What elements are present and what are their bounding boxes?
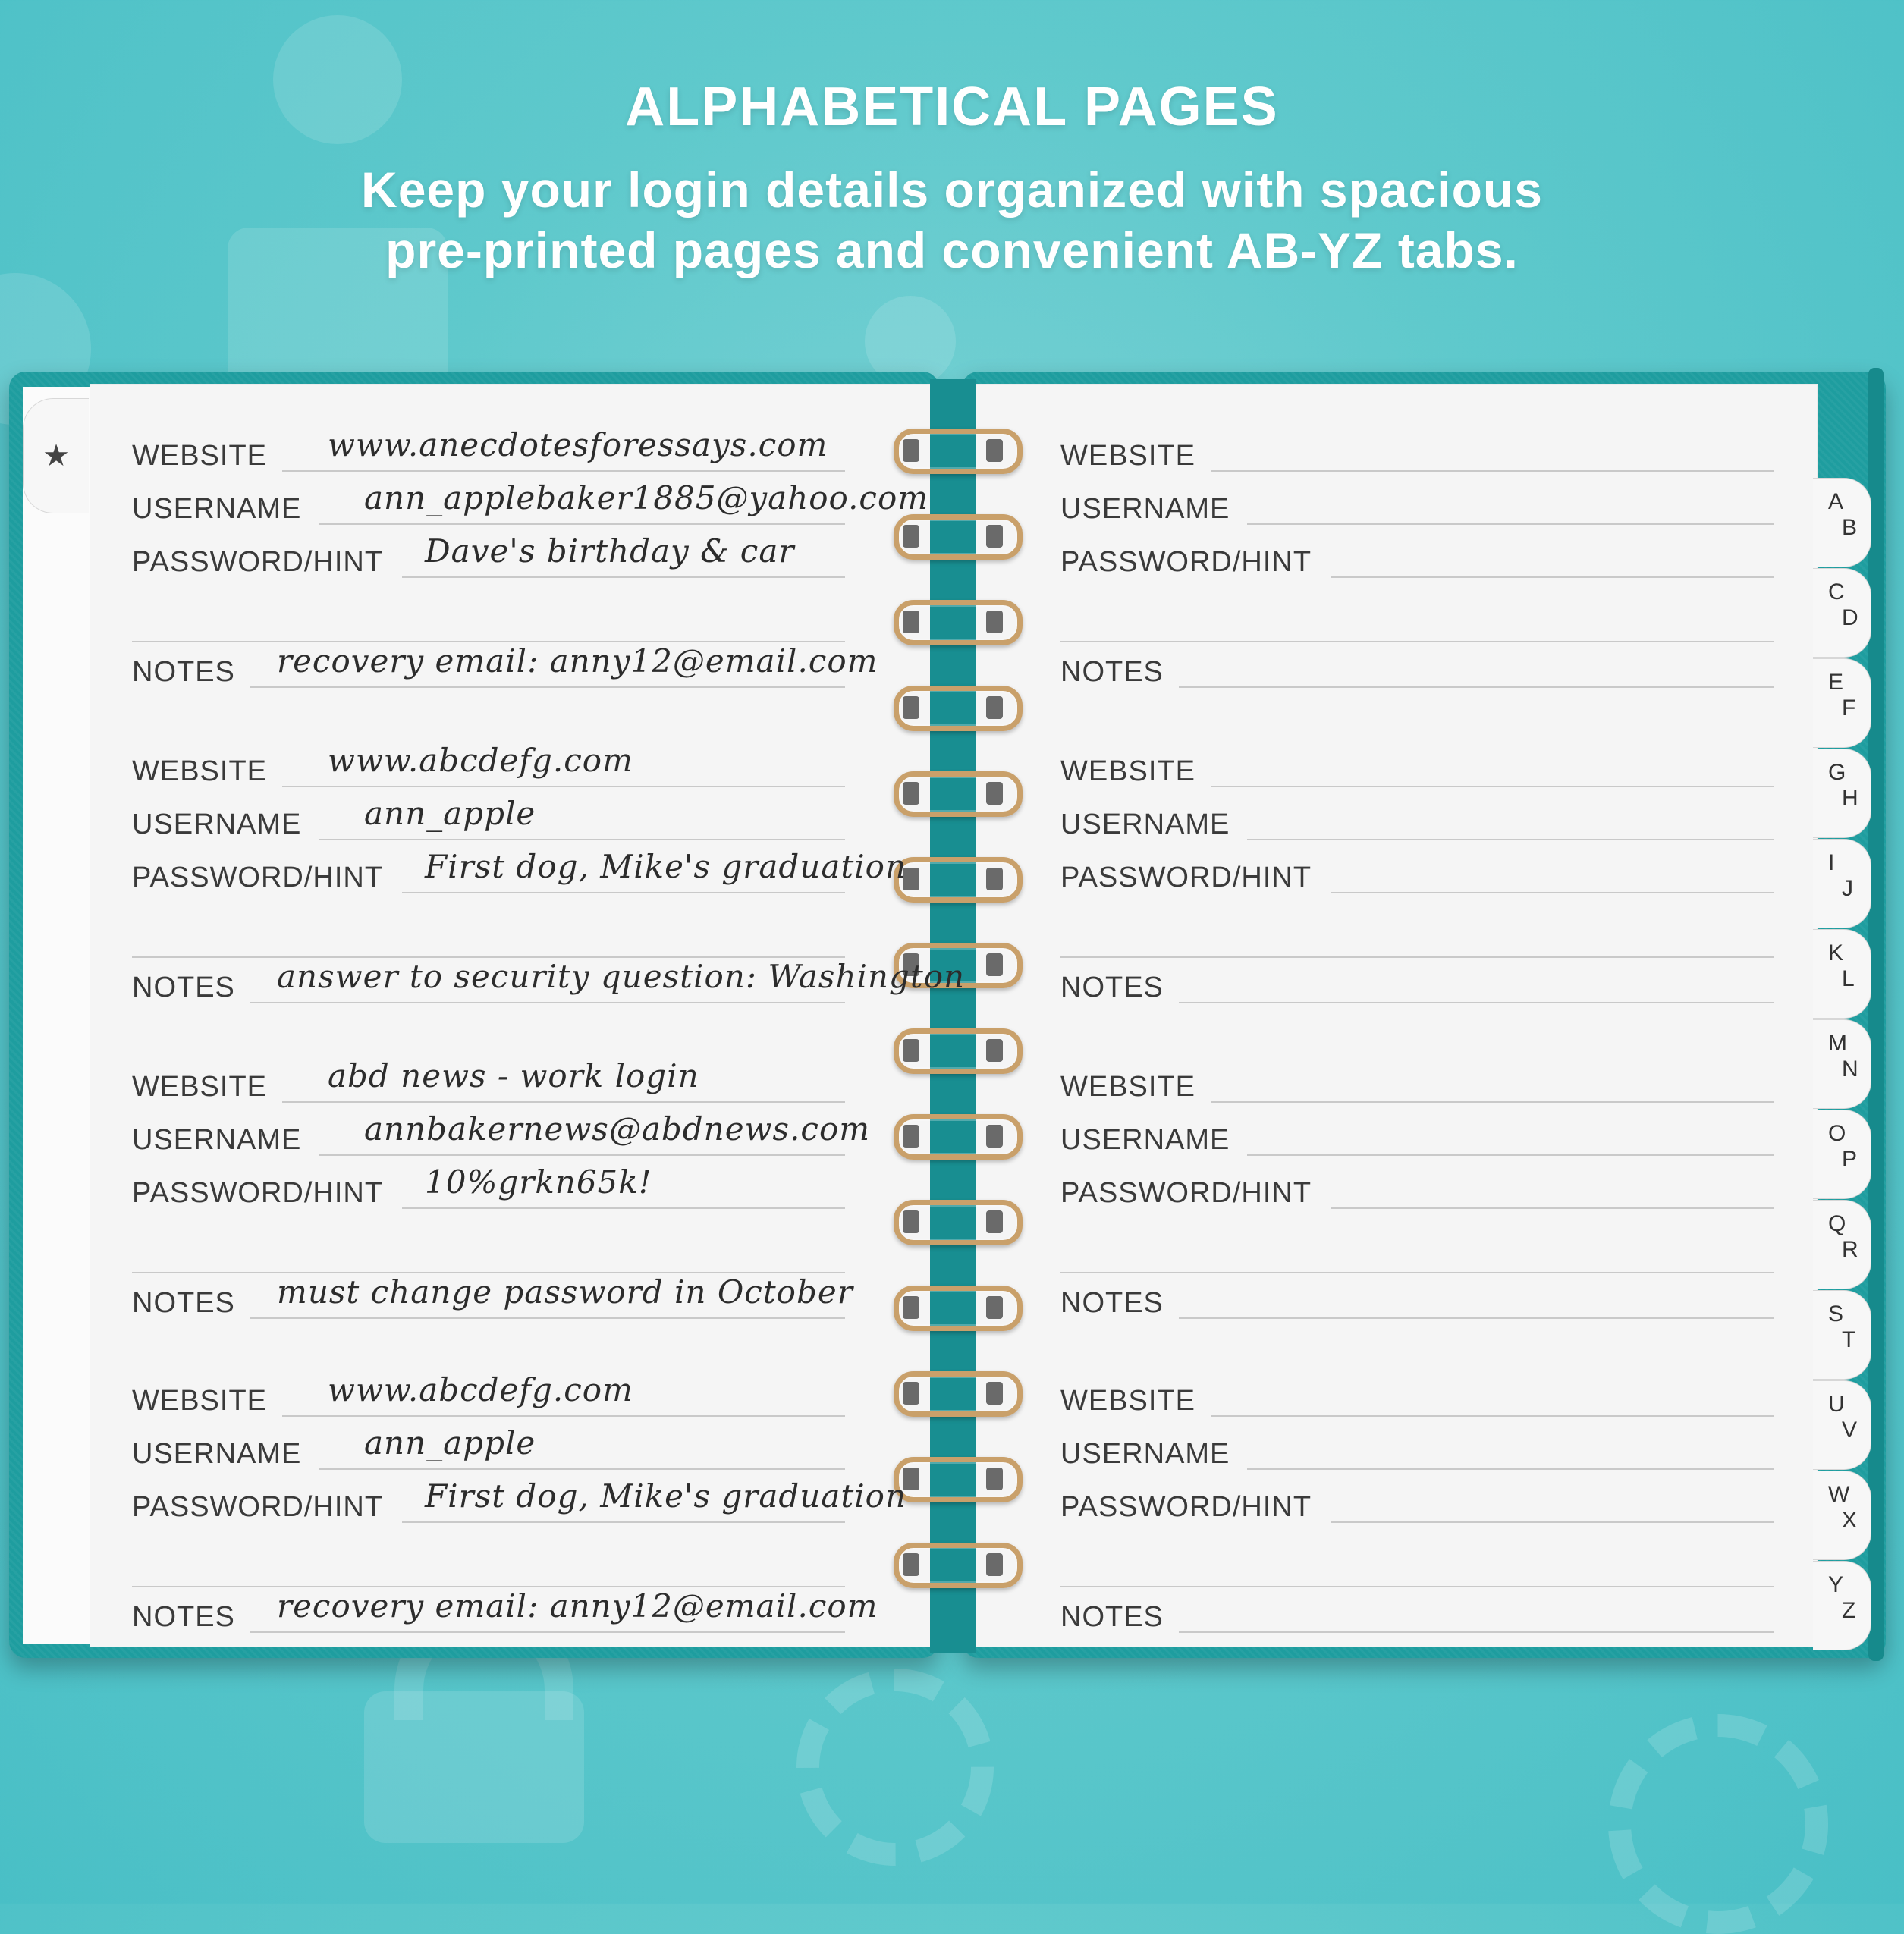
- left-username-label: USERNAME: [132, 808, 302, 840]
- index-tab-op[interactable]: [1813, 1110, 1871, 1199]
- bg-gear-icon-2: [1608, 1714, 1828, 1934]
- right-password-label: PASSWORD/HINT: [1060, 1491, 1312, 1523]
- left-website-value[interactable]: abd news - work login: [328, 1057, 699, 1094]
- right-username-label: USERNAME: [1060, 1438, 1230, 1470]
- page-hole: [986, 696, 1003, 719]
- index-tab-ef[interactable]: [1813, 658, 1871, 748]
- left-website-label: WEBSITE: [132, 1385, 268, 1417]
- left-username-label: USERNAME: [132, 493, 302, 525]
- page-hole: [903, 439, 919, 462]
- index-tab-wx[interactable]: [1813, 1471, 1871, 1560]
- right-notes-line: [1179, 1002, 1774, 1003]
- page-hole: [986, 1296, 1003, 1319]
- tab-letter: D: [1842, 605, 1858, 630]
- left-password-value[interactable]: First dog, Mike's graduation: [425, 848, 907, 885]
- page-hole: [986, 1553, 1003, 1576]
- tab-letter: E: [1828, 670, 1844, 695]
- left-website-line: [282, 1415, 845, 1417]
- left-username-line: [319, 1468, 845, 1470]
- tab-letter: Z: [1842, 1598, 1856, 1623]
- index-tab-mn[interactable]: [1813, 1019, 1871, 1109]
- elastic-band: [1868, 368, 1884, 1661]
- tab-letter: K: [1828, 940, 1844, 965]
- index-tab-ab[interactable]: [1813, 478, 1871, 567]
- tab-letter: M: [1828, 1031, 1847, 1056]
- left-username-value[interactable]: ann_apple: [364, 795, 536, 832]
- left-password-label: PASSWORD/HINT: [132, 1177, 384, 1209]
- page-hole: [903, 1125, 919, 1148]
- right-username-line: [1247, 1468, 1774, 1470]
- left-website-line: [282, 470, 845, 472]
- right-password-label: PASSWORD/HINT: [1060, 546, 1312, 578]
- left-notes-label: NOTES: [132, 656, 235, 688]
- page-hole: [986, 782, 1003, 805]
- tab-letter: O: [1828, 1121, 1846, 1146]
- left-password-label: PASSWORD/HINT: [132, 1491, 384, 1523]
- left-website-label: WEBSITE: [132, 440, 268, 472]
- right-website-label: WEBSITE: [1060, 1385, 1196, 1417]
- right-username-label: USERNAME: [1060, 1124, 1230, 1156]
- tab-letter: V: [1842, 1418, 1858, 1443]
- page-hole: [986, 953, 1003, 976]
- left-notes-label: NOTES: [132, 1601, 235, 1633]
- index-tab-uv[interactable]: [1813, 1380, 1871, 1470]
- right-username-line: [1247, 839, 1774, 840]
- tab-letter: I: [1828, 850, 1835, 875]
- index-tab-kl[interactable]: [1813, 929, 1871, 1019]
- tab-letter: T: [1842, 1327, 1856, 1352]
- left-notes-value[interactable]: must change password in October: [277, 1273, 853, 1311]
- index-tab-yz[interactable]: [1813, 1561, 1871, 1650]
- right-website-label: WEBSITE: [1060, 1071, 1196, 1103]
- tab-letter: B: [1842, 515, 1858, 540]
- index-tab-ij[interactable]: [1813, 839, 1871, 928]
- page-hole: [903, 611, 919, 633]
- left-password-label: PASSWORD/HINT: [132, 862, 384, 893]
- subtitle-line-1: Keep your login details organized with spacious: [361, 162, 1543, 218]
- left-password-value[interactable]: First dog, Mike's graduation: [425, 1477, 907, 1515]
- page-hole: [903, 696, 919, 719]
- left-website-value[interactable]: www.anecdotesforessays.com: [328, 426, 828, 463]
- right-password-label: PASSWORD/HINT: [1060, 862, 1312, 893]
- right-blank-line: [1060, 1272, 1774, 1273]
- page-title: ALPHABETICAL PAGES: [625, 77, 1279, 137]
- page-hole: [903, 1382, 919, 1405]
- subtitle-line-2: pre-printed pages and convenient AB-YZ tabs.: [385, 222, 1519, 278]
- page-hole: [903, 1553, 919, 1576]
- tab-letter: R: [1842, 1237, 1858, 1262]
- page-hole: [986, 525, 1003, 548]
- left-password-line: [402, 1521, 845, 1523]
- page-hole: [903, 1296, 919, 1319]
- left-website-line: [282, 1101, 845, 1103]
- right-username-line: [1247, 523, 1774, 525]
- left-password-line: [402, 892, 845, 893]
- bg-lock-icon-3: [364, 1691, 584, 1843]
- tab-letter: S: [1828, 1301, 1844, 1326]
- page-hole: [986, 1210, 1003, 1233]
- right-blank-line: [1060, 641, 1774, 642]
- tab-letter: G: [1828, 760, 1846, 785]
- left-website-value[interactable]: www.abcdefg.com: [328, 742, 633, 779]
- left-password-line: [402, 576, 845, 578]
- right-notes-label: NOTES: [1060, 1287, 1164, 1319]
- page-hole: [903, 1039, 919, 1062]
- tab-letter: P: [1842, 1147, 1858, 1172]
- page-hole: [903, 1210, 919, 1233]
- left-website-value[interactable]: www.abcdefg.com: [328, 1371, 633, 1408]
- left-username-label: USERNAME: [132, 1124, 302, 1156]
- left-username-line: [319, 1154, 845, 1156]
- tab-letter: L: [1842, 966, 1855, 991]
- left-notes-line: [250, 1317, 845, 1319]
- index-tab-cd[interactable]: [1813, 568, 1871, 658]
- left-website-label: WEBSITE: [132, 755, 268, 787]
- right-notes-label: NOTES: [1060, 972, 1164, 1003]
- left-notes-label: NOTES: [132, 972, 235, 1003]
- right-website-line: [1211, 470, 1774, 472]
- right-notes-label: NOTES: [1060, 656, 1164, 688]
- left-password-label: PASSWORD/HINT: [132, 546, 384, 578]
- tab-letter: A: [1828, 489, 1844, 514]
- page-hole: [986, 1039, 1003, 1062]
- left-notes-line: [250, 686, 845, 688]
- tab-letter: U: [1828, 1392, 1845, 1417]
- tab-letter: W: [1828, 1482, 1850, 1507]
- right-username-label: USERNAME: [1060, 808, 1230, 840]
- left-notes-line: [250, 1631, 845, 1633]
- tab-letter: X: [1842, 1508, 1858, 1533]
- right-username-label: USERNAME: [1060, 493, 1230, 525]
- left-password-value[interactable]: 10%grkn65k!: [425, 1163, 652, 1201]
- right-password-line: [1331, 1521, 1774, 1523]
- page-hole: [986, 1468, 1003, 1490]
- page-hole: [903, 525, 919, 548]
- page-edge: [23, 387, 90, 1644]
- right-blank-line: [1060, 1586, 1774, 1587]
- right-website-line: [1211, 1415, 1774, 1417]
- left-username-value[interactable]: ann_apple: [364, 1424, 536, 1461]
- right-password-line: [1331, 576, 1774, 578]
- left-blank-line: [132, 1272, 845, 1273]
- left-username-value[interactable]: annbakernews@abdnews.com: [364, 1110, 871, 1148]
- left-blank-line: [132, 1586, 845, 1587]
- left-notes-value[interactable]: recovery email: anny12@email.com: [277, 1587, 878, 1625]
- index-tab-st[interactable]: [1813, 1290, 1871, 1380]
- index-tab-gh[interactable]: [1813, 749, 1871, 838]
- page-hole: [986, 1382, 1003, 1405]
- left-notes-value[interactable]: recovery email: anny12@email.com: [277, 642, 878, 680]
- right-notes-line: [1179, 1317, 1774, 1319]
- right-username-line: [1247, 1154, 1774, 1156]
- left-blank-line: [132, 956, 845, 958]
- left-password-line: [402, 1207, 845, 1209]
- right-password-label: PASSWORD/HINT: [1060, 1177, 1312, 1209]
- page-hole: [986, 439, 1003, 462]
- tab-letter: Y: [1828, 1572, 1844, 1597]
- left-username-line: [319, 523, 845, 525]
- page-hole: [903, 782, 919, 805]
- tab-letter: N: [1842, 1056, 1858, 1082]
- left-notes-line: [250, 1002, 845, 1003]
- right-website-label: WEBSITE: [1060, 755, 1196, 787]
- tab-letter: Q: [1828, 1211, 1846, 1236]
- right-website-line: [1211, 1101, 1774, 1103]
- left-password-value[interactable]: Dave's birthday & car: [425, 532, 795, 570]
- right-website-line: [1211, 786, 1774, 787]
- left-username-label: USERNAME: [132, 1438, 302, 1470]
- left-blank-line: [132, 641, 845, 642]
- right-blank-line: [1060, 956, 1774, 958]
- left-notes-label: NOTES: [132, 1287, 235, 1319]
- page-hole: [986, 1125, 1003, 1148]
- index-tab-qr[interactable]: [1813, 1200, 1871, 1289]
- page-hole: [986, 868, 1003, 890]
- right-notes-label: NOTES: [1060, 1601, 1164, 1633]
- right-notes-line: [1179, 1631, 1774, 1633]
- right-notes-line: [1179, 686, 1774, 688]
- left-website-label: WEBSITE: [132, 1071, 268, 1103]
- tab-letter: C: [1828, 579, 1845, 604]
- bg-gear-icon: [796, 1669, 994, 1866]
- right-password-line: [1331, 892, 1774, 893]
- page-hole: [986, 611, 1003, 633]
- left-username-line: [319, 839, 845, 840]
- right-website-label: WEBSITE: [1060, 440, 1196, 472]
- tab-letter: H: [1842, 786, 1858, 811]
- star-tab[interactable]: ★: [23, 398, 89, 513]
- right-password-line: [1331, 1207, 1774, 1209]
- left-website-line: [282, 786, 845, 787]
- left-notes-value[interactable]: answer to security question: Washington: [277, 958, 966, 995]
- tab-letter: F: [1842, 695, 1856, 721]
- tab-letter: J: [1842, 876, 1853, 901]
- left-username-value[interactable]: ann_applebaker1885@yahoo.com: [364, 479, 929, 516]
